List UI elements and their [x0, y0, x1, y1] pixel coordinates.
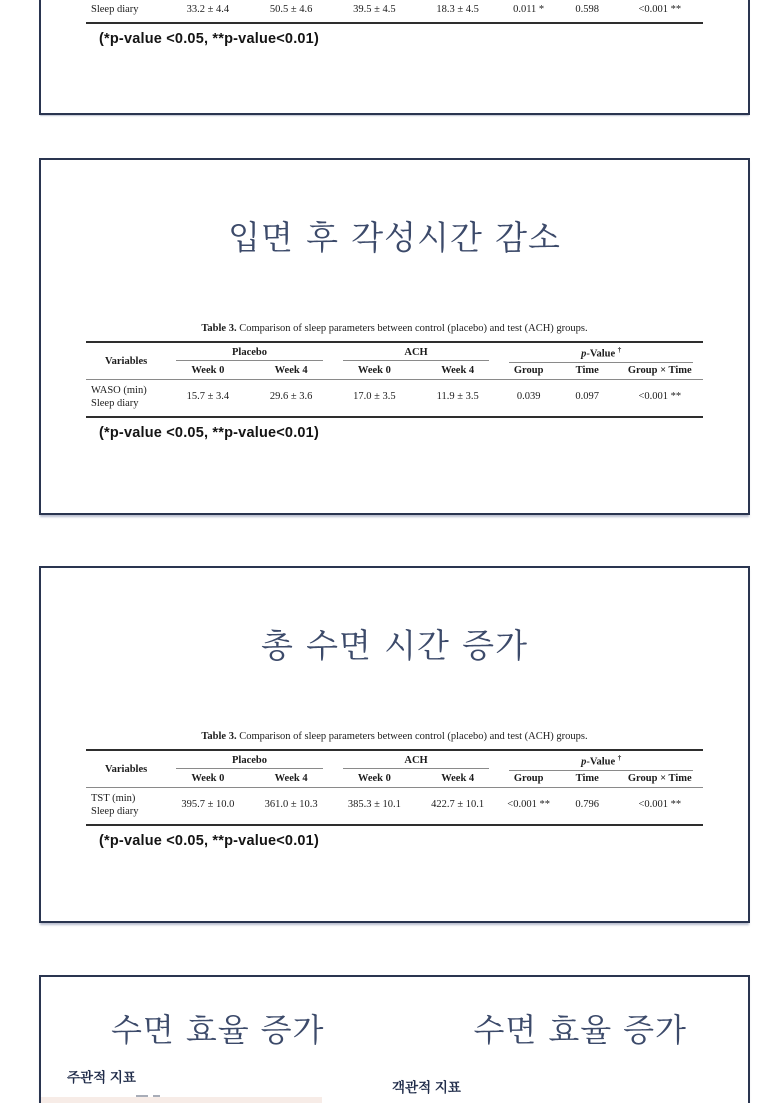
header-row-sub — [86, 363, 703, 380]
header-groupxtime: Group × Time — [617, 771, 703, 788]
slide-card-4 — [39, 975, 750, 1103]
header-ach: ACH — [333, 750, 500, 771]
slide-card-1 — [39, 0, 750, 115]
caption-label: Table 3. — [201, 323, 237, 334]
header-group: Group — [499, 771, 558, 788]
sleep-table-1 — [86, 0, 703, 24]
header-variables: Variables — [86, 342, 166, 379]
cell-placebo-week0: 395.7 ± 10.0 — [166, 787, 249, 825]
partial-chart-strip — [41, 1097, 322, 1103]
header-groupxtime: Group × Time — [617, 363, 703, 380]
cell-ach-week4: 11.9 ± 3.5 — [416, 379, 499, 417]
sleep-table-2 — [86, 341, 703, 418]
header-placebo: Placebo — [166, 750, 333, 771]
objective-indicator-label: 객관적 지표 — [392, 1080, 461, 1095]
cell-variable — [86, 379, 166, 417]
dagger-icon: † — [617, 754, 622, 762]
cell-placebo-week0: 33.2 ± 4.4 — [166, 0, 249, 23]
slide-title-right: 수면 효율 증가 — [473, 1012, 687, 1048]
slide-title: 입면 후 각성시간 감소 — [228, 221, 561, 257]
header-week4-ach: Week 4 — [416, 771, 499, 788]
header-week4-placebo: Week 4 — [249, 363, 332, 380]
header-time: Time — [558, 771, 617, 788]
dagger-icon: † — [617, 346, 622, 354]
slide-title: 총 수면 시간 증가 — [261, 629, 528, 665]
paper-table-1 — [86, 0, 703, 47]
table-caption — [86, 323, 703, 334]
slide-title-left: 수면 효율 증가 — [111, 1012, 325, 1048]
header-pvalue: p-Value † — [499, 750, 703, 771]
header-variables: Variables — [86, 750, 166, 787]
sleep-table-3 — [86, 749, 703, 826]
header-week4-ach: Week 4 — [416, 363, 499, 380]
caption-label: Table 3. — [201, 731, 237, 742]
cell-placebo-week4: 29.6 ± 3.6 — [249, 379, 332, 417]
pvalue-footnote: (*p-value <0.05, **p-value<0.01) — [99, 424, 319, 441]
header-row-groups — [86, 750, 703, 771]
variable-line2: Sleep diary — [91, 398, 139, 410]
header-week4-placebo: Week 4 — [249, 771, 332, 788]
cell-ach-week0: 17.0 ± 3.5 — [333, 379, 416, 417]
pvalue-footnote: (*p-value <0.05, **p-value<0.01) — [99, 832, 319, 849]
table-caption — [86, 731, 703, 742]
subjective-indicator-label: 주관적 지표 — [67, 1070, 136, 1085]
cell-variable — [86, 787, 166, 825]
caption-text: Comparison of sleep parameters between control (placebo) and test (ACH) groups. — [236, 323, 588, 334]
header-week0-placebo: Week 0 — [166, 771, 249, 788]
cell-ach-week0: 39.5 ± 4.5 — [333, 0, 416, 23]
header-placebo: Placebo — [166, 342, 333, 363]
cell-p-group: 0.011 * — [499, 0, 558, 23]
cell-ach-week0: 385.3 ± 10.1 — [333, 787, 416, 825]
header-row-groups — [86, 342, 703, 363]
caption-text: Comparison of sleep parameters between control (placebo) and test (ACH) groups. — [236, 731, 588, 742]
variable-line1: TST (min) — [91, 792, 136, 804]
cell-placebo-week4: 361.0 ± 10.3 — [249, 787, 332, 825]
cell-placebo-week4: 50.5 ± 4.6 — [249, 0, 332, 23]
cell-placebo-week0: 15.7 ± 3.4 — [166, 379, 249, 417]
header-time: Time — [558, 363, 617, 380]
variable-line2: Sleep diary — [91, 806, 139, 818]
header-pvalue: p-Value † — [499, 342, 703, 363]
pvalue-footnote: (*p-value <0.05, **p-value<0.01) — [99, 30, 319, 47]
cell-ach-week4: 422.7 ± 10.1 — [416, 787, 499, 825]
header-week0-ach: Week 0 — [333, 771, 416, 788]
cell-p-time: 0.796 — [558, 787, 617, 825]
cell-p-groupxtime: <0.001 ** — [617, 0, 703, 23]
table-row — [86, 0, 703, 23]
paper-table-2 — [86, 323, 703, 441]
paper-table-3 — [86, 731, 703, 849]
cell-variable: Sleep diary — [86, 0, 166, 23]
header-group: Group — [499, 363, 558, 380]
cell-p-group: <0.001 ** — [499, 787, 558, 825]
header-row-sub — [86, 771, 703, 788]
cell-p-time: 0.097 — [558, 379, 617, 417]
cell-p-groupxtime: <0.001 ** — [617, 787, 703, 825]
variable-line1: WASO (min) — [91, 384, 147, 396]
slide-card-2 — [39, 158, 750, 515]
cell-p-groupxtime: <0.001 ** — [617, 379, 703, 417]
header-week0-placebo: Week 0 — [166, 363, 249, 380]
cell-p-time: 0.598 — [558, 0, 617, 23]
header-ach: ACH — [333, 342, 500, 363]
slide-card-3 — [39, 566, 750, 923]
table-row — [86, 787, 703, 825]
cell-p-group: 0.039 — [499, 379, 558, 417]
header-week0-ach: Week 0 — [333, 363, 416, 380]
cell-ach-week4: 18.3 ± 4.5 — [416, 0, 499, 23]
table-row — [86, 379, 703, 417]
